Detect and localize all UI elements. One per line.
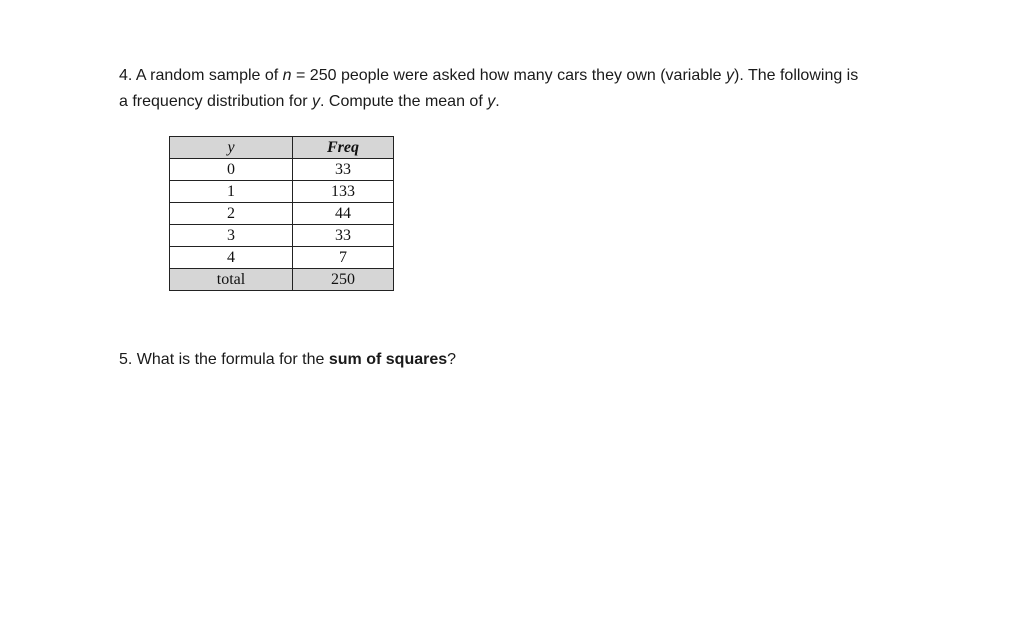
table-row (170, 203, 394, 225)
cell-freq: 33 (293, 225, 394, 247)
question-4-line-2 (119, 89, 919, 115)
cell-y: 4 (170, 247, 293, 269)
question-4 (119, 63, 919, 115)
cell-y: 2 (170, 203, 293, 225)
cell-freq: 7 (293, 247, 394, 269)
q5-bold-term: sum of squares (328, 351, 448, 368)
frequency-table (169, 136, 394, 291)
header-y: y (170, 137, 293, 159)
q5-text: ? (447, 351, 457, 368)
q4-text: = 250 people were asked how many cars they own (variable (291, 67, 727, 84)
variable-y: y (312, 93, 320, 110)
q4-text: 4. A random sample of (119, 67, 283, 84)
cell-y: 1 (170, 181, 293, 203)
variable-y: y (487, 93, 496, 110)
q4-text: . Compute the mean of (320, 93, 488, 110)
cell-y: 3 (170, 225, 293, 247)
cell-freq: 33 (293, 159, 394, 181)
table-row (170, 225, 394, 247)
table-row (170, 247, 394, 269)
q5-text: 5. What is the formula for the (119, 351, 329, 368)
table-header-row (170, 137, 394, 159)
cell-freq: 133 (293, 181, 394, 203)
header-freq: Freq (293, 137, 394, 159)
variable-n: n (282, 67, 292, 84)
q4-text: ). The following is (734, 67, 859, 84)
total-value: 250 (293, 269, 394, 291)
question-4-line-1 (119, 63, 919, 89)
variable-y: y (726, 67, 735, 84)
question-5 (119, 347, 456, 373)
q4-text: a frequency distribution for (119, 93, 312, 110)
table-row (170, 159, 394, 181)
cell-freq: 44 (293, 203, 394, 225)
table-total-row (170, 269, 394, 291)
cell-y: 0 (170, 159, 293, 181)
table-row (170, 181, 394, 203)
total-label: total (170, 269, 293, 291)
q4-text: . (495, 93, 500, 110)
